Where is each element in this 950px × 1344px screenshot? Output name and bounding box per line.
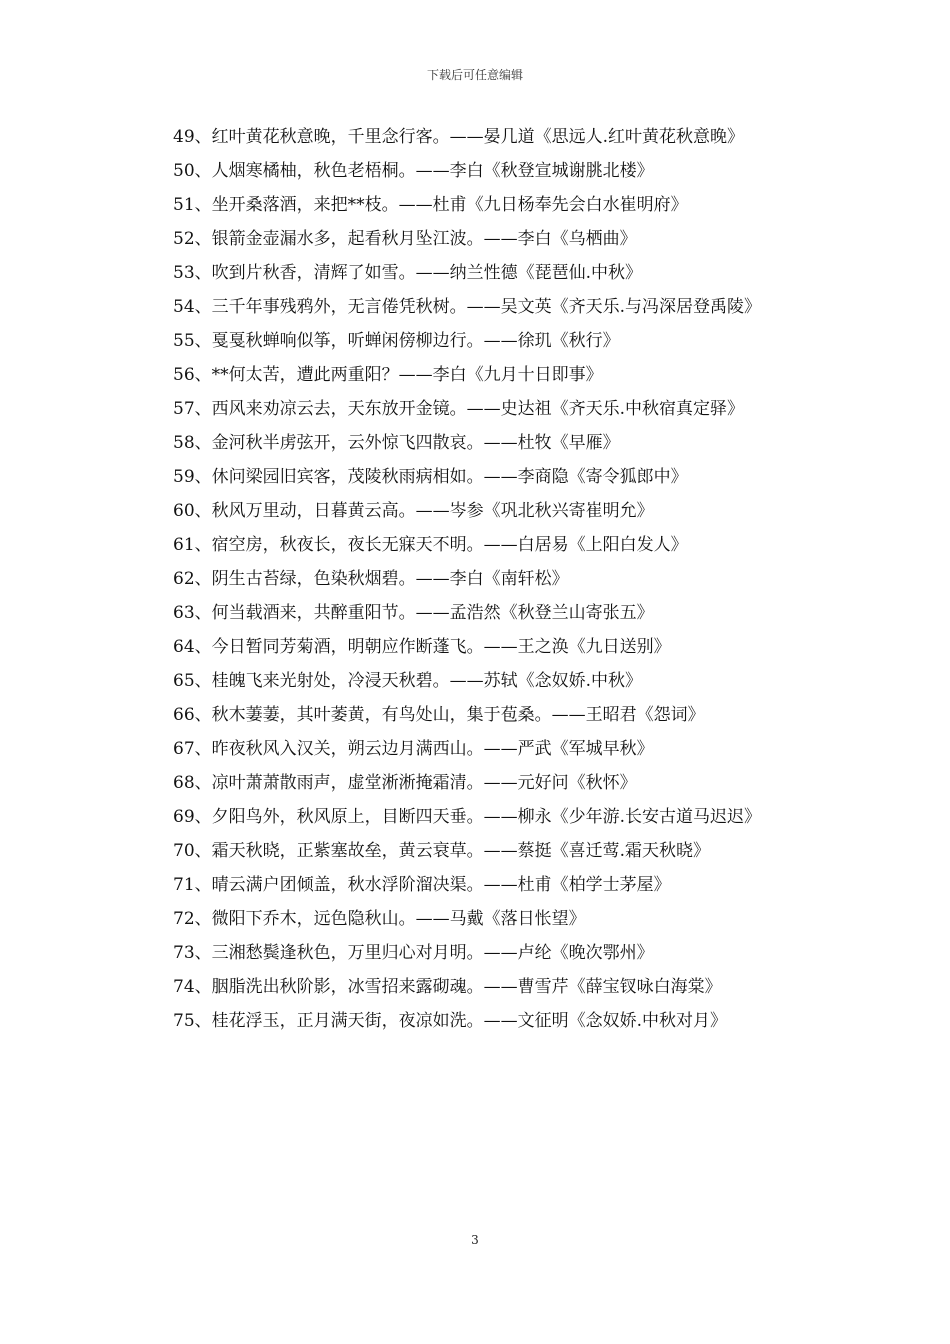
list-item: 66、秋木萋萋，其叶萎黄，有鸟处山，集于苞桑。——王昭君《怨词》 [173, 705, 705, 725]
poem-list [143, 120, 808, 1038]
list-item: 55、戛戛秋蝉响似筝，听蝉闲傍柳边行。——徐玑《秋行》 [173, 331, 620, 351]
list-item: 69、夕阳鸟外，秋风原上，目断四天垂。——柳永《少年游.长安古道马迟迟》 [173, 807, 762, 827]
list-item: 65、桂魄飞来光射处，冷浸天秋碧。——苏轼《念奴娇.中秋》 [173, 671, 643, 691]
list-item: 67、昨夜秋风入汉关，朔云边月满西山。——严武《军城早秋》 [173, 739, 654, 759]
list-item: 70、霜天秋晓，正紫塞故垒，黄云衰草。——蔡挺《喜迁莺.霜天秋晓》 [173, 841, 711, 861]
list-item: 68、凉叶萧萧散雨声，虚堂淅淅掩霜清。——元好问《秋怀》 [173, 773, 637, 793]
list-item: 61、宿空房，秋夜长，夜长无寐天不明。——白居易《上阳白发人》 [173, 535, 688, 555]
list-item: 54、三千年事残鸦外，无言倦凭秋树。——吴文英《齐天乐.与冯深居登禹陵》 [173, 297, 762, 317]
list-item: 62、阴生古苔绿，色染秋烟碧。——李白《南轩松》 [173, 569, 569, 589]
list-item: 60、秋风万里动，日暮黄云高。——岑参《巩北秋兴寄崔明允》 [173, 501, 654, 521]
list-item: 51、坐开桑落酒，来把**枝。——杜甫《九日杨奉先会白水崔明府》 [173, 195, 688, 215]
list-item: 52、银箭金壶漏水多，起看秋月坠江波。——李白《乌栖曲》 [173, 229, 637, 249]
list-item: 63、何当载酒来，共醉重阳节。——孟浩然《秋登兰山寄张五》 [173, 603, 654, 623]
list-item: 53、吹到片秋香，清辉了如雪。——纳兰性德《琵琶仙.中秋》 [173, 263, 643, 283]
list-item: 71、晴云满户团倾盖，秋水浮阶溜决渠。——杜甫《柏学士茅屋》 [173, 875, 671, 895]
list-item: 49、红叶黄花秋意晚，千里念行客。——晏几道《思远人.红叶黄花秋意晚》 [173, 127, 745, 147]
list-item: 64、今日暂同芳菊酒，明朝应作断蓬飞。——王之涣《九日送别》 [173, 637, 671, 657]
list-item: 50、人烟寒橘柚，秋色老梧桐。——李白《秋登宣城谢朓北楼》 [173, 161, 654, 181]
list-item: 57、西风来劝凉云去，天东放开金镜。——史达祖《齐天乐.中秋宿真定驿》 [173, 399, 745, 419]
list-item: 74、胭脂洗出秋阶影，冰雪招来露砌魂。——曹雪芹《薛宝钗咏白海棠》 [173, 977, 722, 997]
list-item: 59、休问梁园旧宾客，茂陵秋雨病相如。——李商隐《寄令狐郎中》 [173, 467, 688, 487]
list-item: 58、金河秋半虏弦开，云外惊飞四散哀。——杜牧《早雁》 [173, 433, 620, 453]
list-item: 72、微阳下乔木，远色隐秋山。——马戴《落日怅望》 [173, 909, 586, 929]
page-number: 3 [471, 1233, 479, 1247]
list-item: 56、**何太苦，遭此两重阳？——李白《九月十日即事》 [173, 365, 603, 385]
page-header: 下载后可任意编辑 [426, 68, 523, 82]
list-item: 73、三湘愁鬓逢秋色，万里归心对月明。——卢纶《晚次鄂州》 [173, 943, 654, 963]
list-item: 75、桂花浮玉，正月满天街，夜凉如洗。——文征明《念奴娇.中秋对月》 [173, 1011, 728, 1031]
